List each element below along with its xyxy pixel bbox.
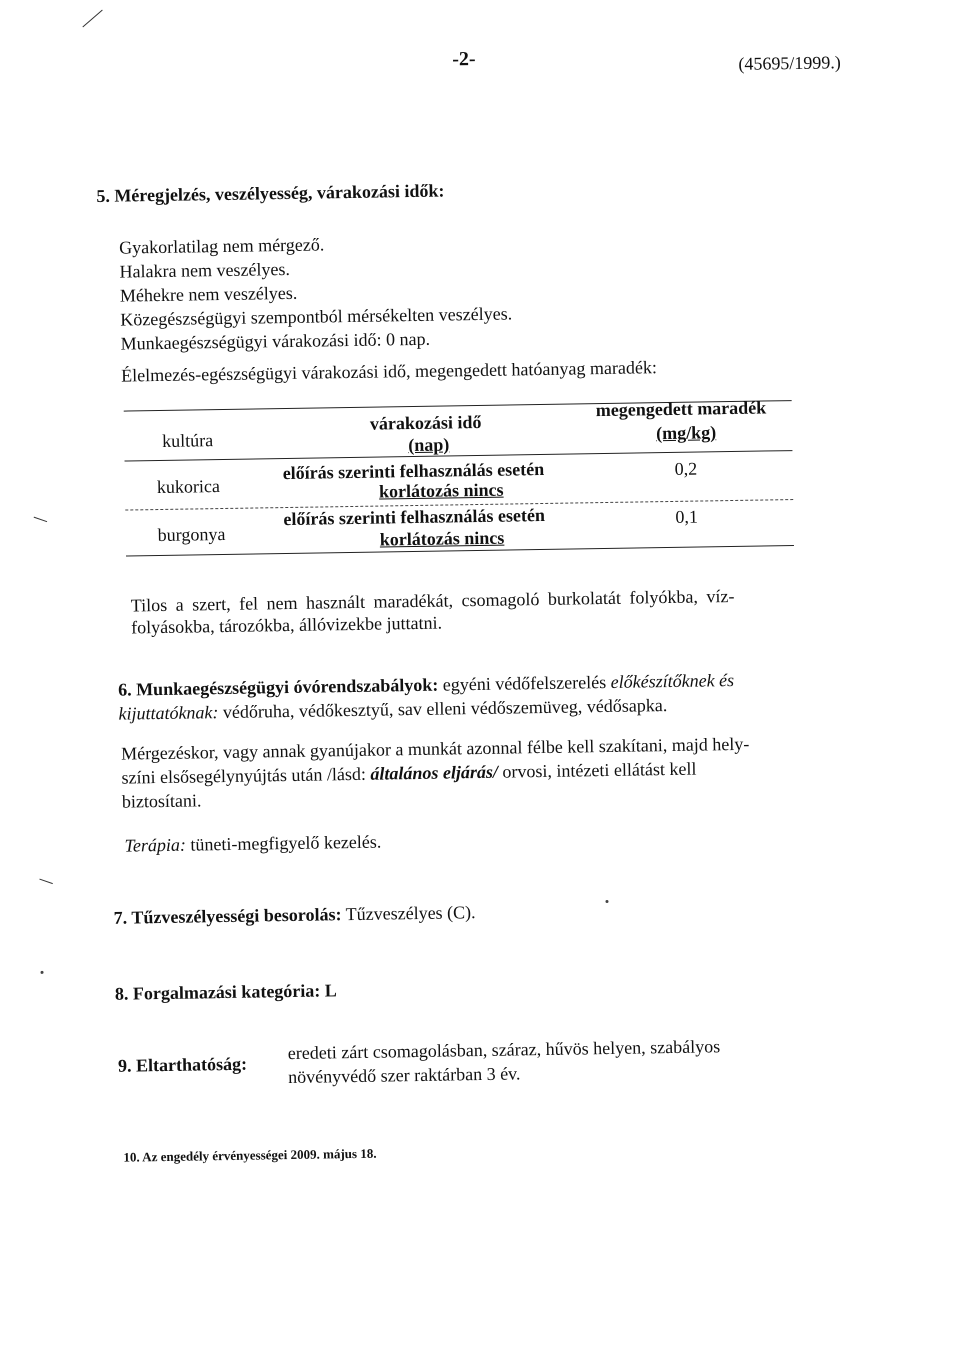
section-5-heading: 5. Méregjelzés, veszélyesség, várakozási idők:: [96, 180, 445, 206]
section-7-label: 7. Tűzveszélyességi besorolás:: [113, 904, 342, 928]
section-7: [114, 902, 476, 929]
section-8-value: L: [320, 980, 337, 1001]
public-health-line: Közegészségügyi szempontból mérsékelten veszélyes.: [120, 303, 513, 330]
row-crop: kukorica: [156, 476, 221, 498]
page-number: -2-: [452, 47, 476, 71]
section-7-value: Tűzveszélyes (C).: [341, 902, 476, 925]
row-wait-text: előírás szerinti felhasználás esetén: [282, 458, 545, 484]
row-crop: burgonya: [157, 523, 226, 546]
section-9-line-2: növényvédő szer raktárban 3 év.: [288, 1063, 521, 1088]
section-9-line-1: eredeti zárt csomagolásban, száraz, hűvös helyen, szabályos: [287, 1036, 721, 1064]
section-6-equipment-list: védőruha, védőkesztyű, sav elleni védőszemüveg, védősapka.: [218, 695, 668, 723]
bee-hazard-line: Méhekre nem veszélyes.: [119, 282, 298, 306]
header-wait-unit: (nap): [408, 434, 450, 456]
section-9-label: 9. Eltarthatóság:: [117, 1053, 248, 1076]
row-residue-value: 0,1: [675, 506, 699, 527]
poisoning-general-procedure: általános eljárás/: [370, 761, 499, 784]
header-residue-unit: (mg/kg): [655, 422, 717, 444]
section-10-label: 10. Az engedély érvényességei: [123, 1147, 288, 1165]
section-6-preparers: előkészítőknek és: [610, 670, 735, 692]
toxicity-line: Gyakorlatilag nem mérgező.: [119, 234, 325, 258]
section-6-line-2: [118, 695, 667, 725]
row-wait-restriction: korlátozás nincs: [378, 479, 504, 502]
occupational-wait-line: Munkaegészségügyi várakozási idő: 0 nap.: [120, 328, 431, 354]
poisoning-line-1: Mérgezéskor, vagy annak gyanújakor a munkát azonnal félbe kell szakítani, majd hely-: [120, 733, 750, 764]
food-safety-line: Élelmezés-egészségügyi várakozási idő, megengedett hatóanyag maradék:: [121, 357, 658, 386]
header-wait-time: várakozási idő: [369, 411, 482, 434]
poisoning-first-aid: színi elsősegélynyújtás után /lásd:: [121, 763, 371, 788]
prohibition-line-2: folyásokba, tározókba, állóvizekbe juttatni.: [130, 612, 443, 638]
section-6-applicators: kijuttatóknak:: [118, 702, 219, 724]
fish-hazard-line: Halakra nem veszélyes.: [119, 258, 291, 282]
section-6-equipment-text: egyéni védőfelszerelés: [438, 671, 611, 695]
document-reference: (45695/1999.): [738, 52, 841, 74]
therapy-text: tüneti-megfigyelő kezelés.: [185, 831, 382, 855]
scan-margin-mark: [34, 517, 48, 523]
section-10-value: 2009. május 18.: [287, 1145, 377, 1163]
section-8-label: 8. Forgalmazási kategória:: [114, 980, 321, 1004]
header-residue: megengedett maradék: [595, 397, 767, 421]
header-crop: kultúra: [162, 430, 214, 451]
row-residue-value: 0,2: [674, 458, 698, 479]
therapy-label: Terápia:: [124, 834, 187, 856]
row-wait-restriction: korlátozás nincs: [379, 527, 505, 550]
section-10: [123, 1146, 376, 1166]
scan-speck: [605, 900, 608, 903]
poisoning-line-3: biztosítani.: [121, 790, 202, 812]
row-wait-text: előírás szerinti felhasználás esetén: [283, 504, 546, 530]
poisoning-medical-care: orvosi, intézeti ellátást kell: [497, 758, 697, 782]
scan-margin-mark: [39, 879, 53, 885]
prohibition-line-1: Tilos a szert, fel nem használt maradékát, csomagoló burkolatát folyókba, víz-: [130, 585, 735, 616]
section-6-heading: 6. Munkaegészségügyi óvórendszabályok:: [117, 674, 439, 700]
section-8: [115, 980, 337, 1004]
scan-corner-mark: [82, 10, 102, 28]
therapy-line: [124, 832, 381, 857]
scan-speck: [41, 971, 44, 974]
